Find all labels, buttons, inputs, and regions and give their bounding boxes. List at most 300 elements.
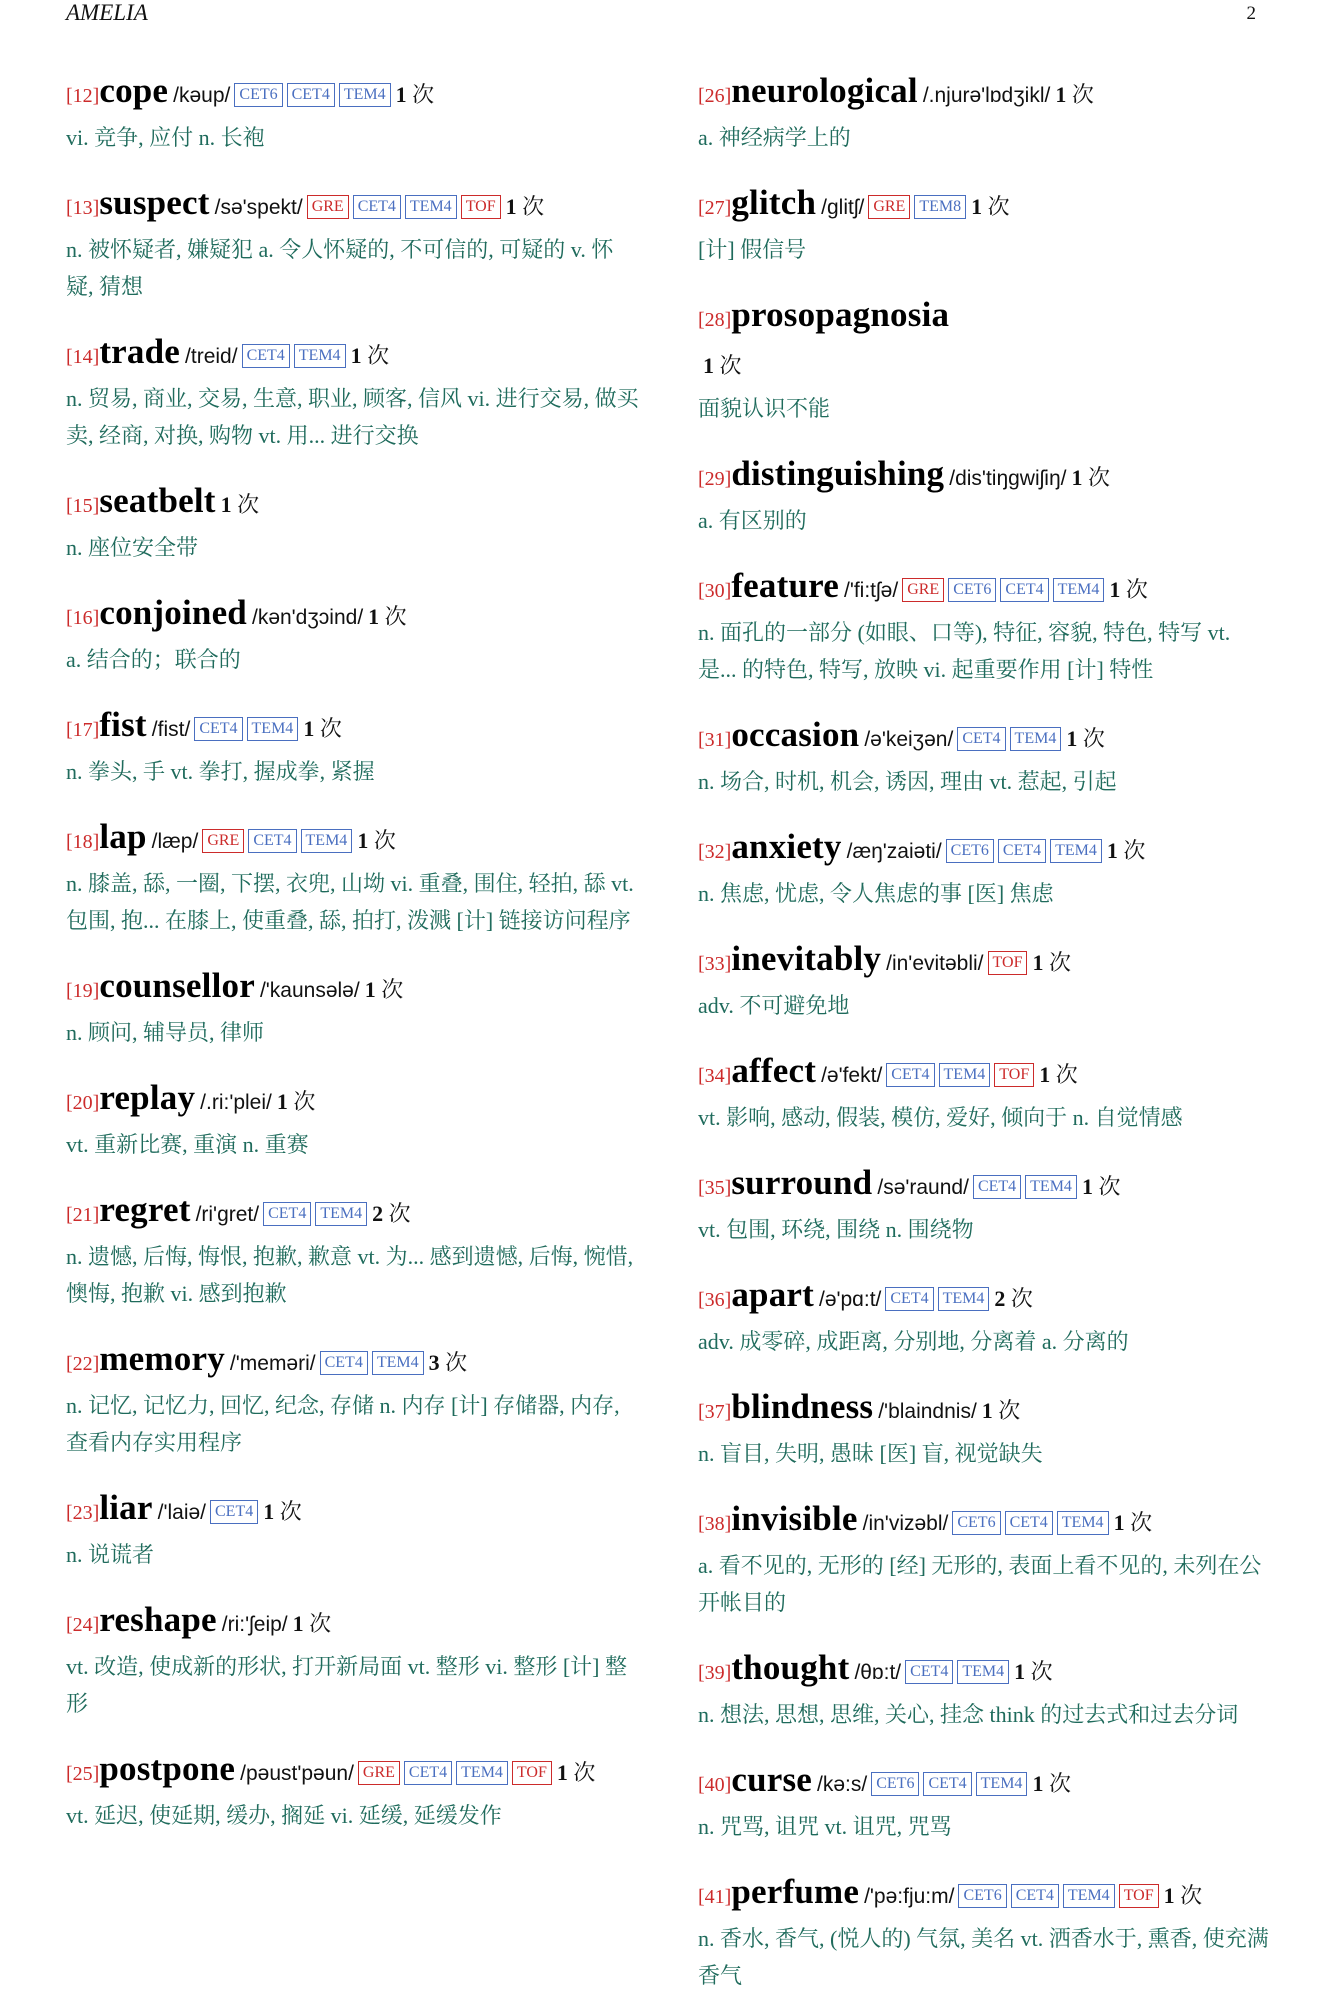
occurrence-count — [1039, 1062, 1078, 1087]
entry-headline — [66, 1336, 640, 1387]
occurrence-count — [357, 828, 396, 853]
headword: thought — [731, 1648, 850, 1687]
exam-tag-tem4: TEM4 — [1025, 1175, 1077, 1199]
phonetic: /ri'gret/ — [195, 1203, 260, 1226]
occurrence-count — [1114, 1510, 1153, 1535]
definition: n. 膝盖, 舔, 一圈, 下摆, 衣兜, 山坳 vi. 重叠, 围住, 轻拍, 舔 vt. 包围, 抱... 在膝上, 使重叠, 舔, 拍打, 泼溅 [计] 链接访问程序 — [66, 871, 634, 933]
entry-index: [29] — [698, 468, 732, 490]
exam-tag-tof: TOF — [994, 1063, 1034, 1087]
count-suffix: 次 — [1055, 1062, 1078, 1087]
exam-tag-cet4: CET4 — [194, 717, 242, 741]
count-number: 2 — [994, 1286, 1006, 1311]
definition: n. 座位安全带 — [66, 535, 199, 560]
headword: neurological — [731, 71, 918, 110]
entry-index: [40] — [698, 1774, 732, 1796]
exam-tag-cet4: CET4 — [263, 1202, 311, 1226]
phonetic: /ə'keiʒən/ — [864, 728, 954, 751]
entry-index: [41] — [698, 1886, 732, 1908]
count-number: 1 — [1039, 1062, 1051, 1087]
exam-tag-tem4: TEM4 — [372, 1351, 424, 1375]
exam-tag-tem4: TEM4 — [1050, 839, 1102, 863]
headword: fist — [99, 705, 147, 744]
entry-headline — [66, 1746, 640, 1797]
occurrence-count — [703, 353, 742, 378]
phonetic: /dis'tiŋgwiʃiŋ/ — [949, 467, 1067, 490]
headword: conjoined — [99, 593, 247, 632]
entry-headline — [698, 563, 1274, 614]
phonetic: /'kaunsələ/ — [259, 979, 360, 1002]
occurrence-count — [396, 82, 435, 107]
phonetic: /ə'pɑ:t/ — [818, 1288, 882, 1311]
entry-index: [22] — [66, 1353, 100, 1375]
entry-index: [35] — [698, 1177, 732, 1199]
entry-index: [32] — [698, 841, 732, 863]
exam-tag-cet6: CET6 — [958, 1884, 1006, 1908]
headword: apart — [731, 1275, 814, 1314]
definition: n. 说谎者 — [66, 1542, 155, 1567]
headword: affect — [731, 1051, 817, 1090]
exam-tag-tem4: TEM4 — [957, 1660, 1009, 1684]
count-suffix: 次 — [445, 1350, 468, 1375]
phonetic: /sə'spekt/ — [214, 196, 303, 219]
entry-index: [28] — [698, 309, 732, 331]
occurrence-count — [1071, 465, 1110, 490]
definition: vt. 延迟, 使延期, 缓办, 搁延 vi. 延缓, 延缓发作 — [66, 1803, 502, 1828]
exam-tag-cet4: CET4 — [886, 1063, 934, 1087]
entry-index: [30] — [698, 580, 732, 602]
count-suffix: 次 — [237, 492, 260, 517]
count-suffix: 次 — [381, 977, 404, 1002]
vocab-entry — [698, 824, 1274, 912]
count-suffix: 次 — [367, 343, 390, 368]
count-suffix: 次 — [1082, 726, 1105, 751]
entry-index: [21] — [66, 1204, 100, 1226]
phonetic: /'blaindnis/ — [878, 1400, 977, 1423]
phonetic: /'laiə/ — [157, 1501, 206, 1524]
definition: n. 咒骂, 诅咒 vt. 诅咒, 咒骂 — [698, 1814, 952, 1839]
vocab-entry — [66, 1746, 640, 1834]
definition: n. 香水, 香气, (悦人的) 气氛, 美名 vt. 洒香水于, 熏香, 使充满香气 — [698, 1926, 1269, 1988]
entry-headline — [66, 814, 640, 865]
entry-headline — [698, 1048, 1274, 1099]
vocab-entry — [66, 1336, 640, 1461]
occurrence-count — [303, 716, 342, 741]
entry-headline — [698, 712, 1274, 763]
vocab-entry — [698, 1496, 1274, 1621]
exam-tag-cet4: CET4 — [973, 1175, 1021, 1199]
entry-index: [38] — [698, 1513, 732, 1535]
vocab-entry — [66, 180, 640, 305]
vocab-entry — [698, 1048, 1274, 1136]
headword: inevitably — [731, 939, 882, 978]
occurrence-count — [221, 492, 260, 517]
entry-headline — [698, 936, 1274, 987]
exam-tag-tem4: TEM4 — [456, 1761, 508, 1785]
entry-index: [26] — [698, 85, 732, 107]
count-number: 1 — [368, 604, 380, 629]
exam-tag-cet4: CET4 — [1005, 1511, 1053, 1535]
definition: [计] 假信号 — [698, 237, 807, 262]
exam-tag-tem4: TEM4 — [294, 344, 346, 368]
count-suffix: 次 — [1125, 577, 1148, 602]
vocab-entry — [698, 1272, 1274, 1360]
headword: postpone — [99, 1749, 236, 1788]
exam-tag-cet4: CET4 — [242, 344, 290, 368]
entry-index: [39] — [698, 1662, 732, 1684]
exam-tag-tem4: TEM4 — [247, 717, 299, 741]
headword: seatbelt — [99, 481, 216, 520]
headword: suspect — [99, 183, 210, 222]
headword: curse — [731, 1760, 813, 1799]
entry-headline — [66, 329, 640, 380]
definition: vt. 重新比赛, 重演 n. 重赛 — [66, 1132, 309, 1157]
definition: n. 焦虑, 忧虑, 令人焦虑的事 [医] 焦虑 — [698, 881, 1054, 906]
count-number: 1 — [505, 194, 517, 219]
exam-tag-cet4: CET4 — [353, 195, 401, 219]
phonetic: /læp/ — [151, 830, 199, 853]
entry-headline — [66, 1187, 640, 1238]
definition: n. 记忆, 记忆力, 回忆, 纪念, 存储 n. 内存 [计] 存储器, 内存, 查看内存实用程序 — [66, 1393, 620, 1455]
count-suffix: 次 — [1010, 1286, 1033, 1311]
count-suffix: 次 — [279, 1499, 302, 1524]
exam-tag-tem4: TEM4 — [301, 829, 353, 853]
occurrence-count — [994, 1286, 1033, 1311]
exam-tag-cet4: CET4 — [404, 1761, 452, 1785]
vocab-entry — [698, 292, 1274, 427]
right-column — [698, 68, 1274, 1994]
exam-tag-cet6: CET6 — [948, 578, 996, 602]
exam-tag-tof: TOF — [988, 951, 1028, 975]
vocab-entry — [66, 814, 640, 939]
vocab-entry — [698, 451, 1274, 539]
entry-index: [23] — [66, 1502, 100, 1524]
exam-tag-cet4: CET4 — [923, 1772, 971, 1796]
count-number: 1 — [1113, 1510, 1125, 1535]
headword: occasion — [731, 715, 860, 754]
entry-headline — [66, 702, 640, 753]
count-suffix: 次 — [987, 194, 1010, 219]
definition: 面貌认识不能 — [698, 396, 831, 421]
phonetic: /kə:s/ — [817, 1773, 868, 1796]
entry-index: [34] — [698, 1065, 732, 1087]
entry-index: [19] — [66, 980, 100, 1002]
definition: a. 结合的；联合的 — [66, 647, 241, 672]
exam-tag-tem4: TEM4 — [405, 195, 457, 219]
entry-index: [33] — [698, 953, 732, 975]
occurrence-count — [982, 1398, 1021, 1423]
count-number: 1 — [276, 1089, 288, 1114]
count-number: 1 — [1163, 1883, 1175, 1908]
count-number: 1 — [364, 977, 376, 1002]
entry-headline — [698, 180, 1274, 231]
count-suffix: 次 — [309, 1611, 332, 1636]
definition: adv. 成零碎, 成距离, 分别地, 分离着 a. 分离的 — [698, 1329, 1129, 1354]
entry-index: [16] — [66, 607, 100, 629]
count-number: 1 — [303, 716, 315, 741]
definition: a. 有区别的 — [698, 508, 807, 533]
definition: a. 神经病学上的 — [698, 125, 851, 150]
entry-headline — [698, 1645, 1274, 1696]
phonetic: /æŋ'zaiəti/ — [846, 840, 942, 863]
vocab-entry — [66, 1187, 640, 1312]
vocab-entry — [698, 1869, 1274, 1994]
exam-tag-cet4: CET4 — [320, 1351, 368, 1375]
definition: n. 拳头, 手 vt. 拳打, 握成拳, 紧握 — [66, 759, 375, 784]
exam-tag-tof: TOF — [461, 195, 501, 219]
headword: reshape — [99, 1600, 217, 1639]
exam-tag-cet4: CET4 — [287, 83, 335, 107]
vocab-entry — [66, 478, 640, 566]
exam-tag-tem4: TEM4 — [1063, 1884, 1115, 1908]
headword: perfume — [731, 1872, 860, 1911]
exam-tag-gre: GRE — [868, 195, 910, 219]
entry-headline — [66, 1485, 640, 1536]
definition: n. 被怀疑者, 嫌疑犯 a. 令人怀疑的, 不可信的, 可疑的 v. 怀疑, 猜想 — [66, 237, 614, 299]
vocab-entry — [66, 702, 640, 790]
count-number: 1 — [1081, 1174, 1093, 1199]
headword: trade — [99, 332, 181, 371]
count-number: 1 — [357, 828, 369, 853]
phonetic: /'pə:fju:m/ — [864, 1885, 955, 1908]
count-suffix: 次 — [1180, 1883, 1203, 1908]
definition: n. 面孔的一部分 (如眼、口等), 特征, 容貌, 特色, 特写 vt. 是... 的特色, 特写, 放映 vi. 起重要作用 [计] 特性 — [698, 620, 1231, 682]
vocab-entry — [66, 1485, 640, 1573]
entry-headline — [698, 451, 1274, 502]
exam-tag-cet4: CET4 — [905, 1660, 953, 1684]
count-suffix: 次 — [412, 82, 435, 107]
exam-tag-cet4: CET4 — [957, 727, 1005, 751]
entry-headline — [66, 590, 640, 641]
entry-headline — [698, 292, 1274, 390]
definition: vt. 改造, 使成新的形状, 打开新局面 vt. 整形 vi. 整形 [计] 整形 — [66, 1654, 627, 1716]
phonetic: /.njurə'lɒdʒikl/ — [922, 84, 1051, 107]
entry-headline — [66, 180, 640, 231]
phonetic: /glitʃ/ — [821, 196, 865, 219]
definition: vi. 竞争, 应付 n. 长袍 — [66, 125, 265, 150]
exam-tag-cet6: CET6 — [946, 839, 994, 863]
count-number: 1 — [1032, 1771, 1044, 1796]
document-title: AMELIA — [66, 0, 148, 25]
occurrence-count — [368, 604, 407, 629]
occurrence-count — [365, 977, 404, 1002]
entry-headline — [698, 824, 1274, 875]
exam-tag-tem4: TEM4 — [976, 1772, 1028, 1796]
headword: memory — [99, 1339, 225, 1378]
phonetic: /pəust'pəun/ — [240, 1762, 354, 1785]
exam-tag-gre: GRE — [202, 829, 244, 853]
entry-headline — [66, 1597, 640, 1648]
occurrence-count — [1032, 950, 1071, 975]
occurrence-count — [1032, 1771, 1071, 1796]
exam-tag-cet4: CET4 — [248, 829, 296, 853]
occurrence-count — [1066, 726, 1105, 751]
page-number: 2 — [1246, 3, 1256, 24]
phonetic: /ri:'ʃeip/ — [221, 1613, 288, 1636]
count-suffix: 次 — [384, 604, 407, 629]
count-number: 1 — [1066, 726, 1078, 751]
phonetic: /ə'fekt/ — [821, 1064, 883, 1087]
vocab-entry — [66, 1597, 640, 1722]
vocab-entry — [66, 68, 640, 156]
exam-tag-cet6: CET6 — [234, 83, 282, 107]
occurrence-count — [1164, 1883, 1203, 1908]
entry-headline — [698, 1384, 1274, 1435]
count-number: 1 — [981, 1398, 993, 1423]
count-number: 1 — [220, 492, 232, 517]
phonetic: /.ri:'plei/ — [200, 1091, 272, 1114]
vocab-entry — [698, 1645, 1274, 1733]
phonetic: /θɒ:t/ — [854, 1661, 902, 1684]
entry-index: [25] — [66, 1763, 100, 1785]
exam-tag-tem4: TEM4 — [339, 83, 391, 107]
headword: glitch — [731, 183, 817, 222]
count-suffix: 次 — [373, 828, 396, 853]
entry-headline — [66, 68, 640, 119]
entry-headline — [698, 1160, 1274, 1211]
exam-tag-tof: TOF — [512, 1761, 552, 1785]
definition: n. 遗憾, 后悔, 悔恨, 抱歉, 歉意 vt. 为... 感到遗憾, 后悔, 惋惜, 懊悔, 抱歉 vi. 感到抱歉 — [66, 1244, 634, 1306]
entry-index: [24] — [66, 1614, 100, 1636]
entry-index: [36] — [698, 1289, 732, 1311]
headword: regret — [99, 1190, 191, 1229]
occurrence-count — [263, 1499, 302, 1524]
definition: vt. 包围, 环绕, 围绕 n. 围绕物 — [698, 1217, 974, 1242]
entry-index: [18] — [66, 831, 100, 853]
count-number: 1 — [1014, 1659, 1026, 1684]
exam-tag-tem4: TEM4 — [938, 1287, 990, 1311]
count-suffix: 次 — [1030, 1659, 1053, 1684]
headword: prosopagnosia — [731, 295, 950, 334]
entry-headline — [66, 963, 640, 1014]
occurrence-count — [1082, 1174, 1121, 1199]
vocab-entry — [698, 1384, 1274, 1472]
headword: replay — [99, 1078, 196, 1117]
headword: liar — [99, 1488, 153, 1527]
count-number: 1 — [350, 343, 362, 368]
headword: lap — [99, 817, 147, 856]
count-suffix: 次 — [573, 1760, 596, 1785]
count-suffix: 次 — [293, 1089, 316, 1114]
count-suffix: 次 — [522, 194, 545, 219]
occurrence-count — [971, 194, 1010, 219]
definition: n. 盲目, 失明, 愚昧 [医] 盲, 视觉缺失 — [698, 1441, 1043, 1466]
entry-headline — [66, 1075, 640, 1126]
exam-tag-cet6: CET6 — [952, 1511, 1000, 1535]
exam-tag-cet6: CET6 — [871, 1772, 919, 1796]
entry-headline — [66, 478, 640, 529]
exam-tag-gre: GRE — [358, 1761, 400, 1785]
occurrence-count — [1107, 838, 1146, 863]
entry-index: [14] — [66, 346, 100, 368]
phonetic: /'fi:tʃə/ — [843, 579, 899, 602]
count-suffix: 次 — [1130, 1510, 1153, 1535]
definition: n. 贸易, 商业, 交易, 生意, 职业, 顾客, 信风 vi. 进行交易, 做买卖, 经商, 对换, 购物 vt. 用... 进行交换 — [66, 386, 639, 448]
count-suffix: 次 — [719, 353, 742, 378]
entry-index: [12] — [66, 85, 100, 107]
count-number: 1 — [1071, 465, 1083, 490]
entry-headline — [698, 1757, 1274, 1808]
occurrence-count — [557, 1760, 596, 1785]
definition: vt. 影响, 感动, 假装, 模仿, 爱好, 倾向于 n. 自觉情感 — [698, 1105, 1183, 1130]
definition: n. 想法, 思想, 思维, 关心, 挂念 think 的过去式和过去分词 — [698, 1702, 1239, 1727]
occurrence-count — [1109, 577, 1148, 602]
entry-index: [13] — [66, 197, 100, 219]
phonetic: /treid/ — [185, 345, 238, 368]
count-number: 1 — [1106, 838, 1118, 863]
headword: blindness — [731, 1387, 874, 1426]
phonetic: /kəup/ — [173, 84, 231, 107]
exam-tag-gre: GRE — [902, 578, 944, 602]
vocab-entry — [66, 329, 640, 454]
entry-index: [15] — [66, 495, 100, 517]
count-number: 1 — [556, 1760, 568, 1785]
vocab-entry — [698, 1757, 1274, 1845]
occurrence-count — [1014, 1659, 1053, 1684]
occurrence-count — [293, 1611, 332, 1636]
exam-tag-cet4: CET4 — [210, 1500, 258, 1524]
exam-tag-gre: GRE — [307, 195, 349, 219]
entry-index: [17] — [66, 719, 100, 741]
occurrence-count — [351, 343, 390, 368]
definition: a. 看不见的, 无形的 [经] 无形的, 表面上看不见的, 未列在公开帐目的 — [698, 1553, 1262, 1615]
count-number: 1 — [703, 353, 714, 378]
count-suffix: 次 — [1123, 838, 1146, 863]
exam-tag-tof: TOF — [1119, 1884, 1159, 1908]
headword: counsellor — [99, 966, 255, 1005]
occurrence-count — [277, 1089, 316, 1114]
count-suffix: 次 — [388, 1201, 411, 1226]
count-number: 1 — [292, 1611, 304, 1636]
headword: invisible — [731, 1499, 858, 1538]
occurrence-count — [372, 1201, 411, 1226]
occurrence-count — [1055, 82, 1094, 107]
exam-tag-tem8: TEM8 — [914, 195, 966, 219]
exam-tag-cet4: CET4 — [885, 1287, 933, 1311]
vocab-entry — [698, 1160, 1274, 1248]
vocab-entry — [698, 563, 1274, 688]
count-suffix: 次 — [1087, 465, 1110, 490]
phonetic: /in'evitəbli/ — [886, 952, 984, 975]
count-number: 3 — [428, 1350, 440, 1375]
count-suffix: 次 — [998, 1398, 1021, 1423]
entry-index: [37] — [698, 1401, 732, 1423]
entry-headline — [698, 68, 1274, 119]
headword: surround — [731, 1163, 873, 1202]
vocab-entry — [698, 936, 1274, 1024]
vocab-entry — [66, 1075, 640, 1163]
count-suffix: 次 — [1048, 1771, 1071, 1796]
entry-headline — [698, 1272, 1274, 1323]
phonetic: /kən'dʒɔind/ — [251, 606, 364, 629]
count-number: 1 — [395, 82, 407, 107]
exam-tag-tem4: TEM4 — [315, 1202, 367, 1226]
count-number: 1 — [263, 1499, 275, 1524]
vocab-entry — [698, 180, 1274, 268]
count-suffix: 次 — [1048, 950, 1071, 975]
count-number: 2 — [372, 1201, 384, 1226]
headword: anxiety — [731, 827, 842, 866]
exam-tag-tem4: TEM4 — [1053, 578, 1105, 602]
definition: n. 顾问, 辅导员, 律师 — [66, 1020, 265, 1045]
vocab-entry — [66, 590, 640, 678]
entry-index: [27] — [698, 197, 732, 219]
headword: feature — [731, 566, 839, 605]
vocab-entry — [698, 68, 1274, 156]
exam-tag-cet4: CET4 — [1000, 578, 1048, 602]
entry-index: [20] — [66, 1092, 100, 1114]
phonetic: /in'vizəbl/ — [862, 1512, 949, 1535]
count-suffix: 次 — [1071, 82, 1094, 107]
